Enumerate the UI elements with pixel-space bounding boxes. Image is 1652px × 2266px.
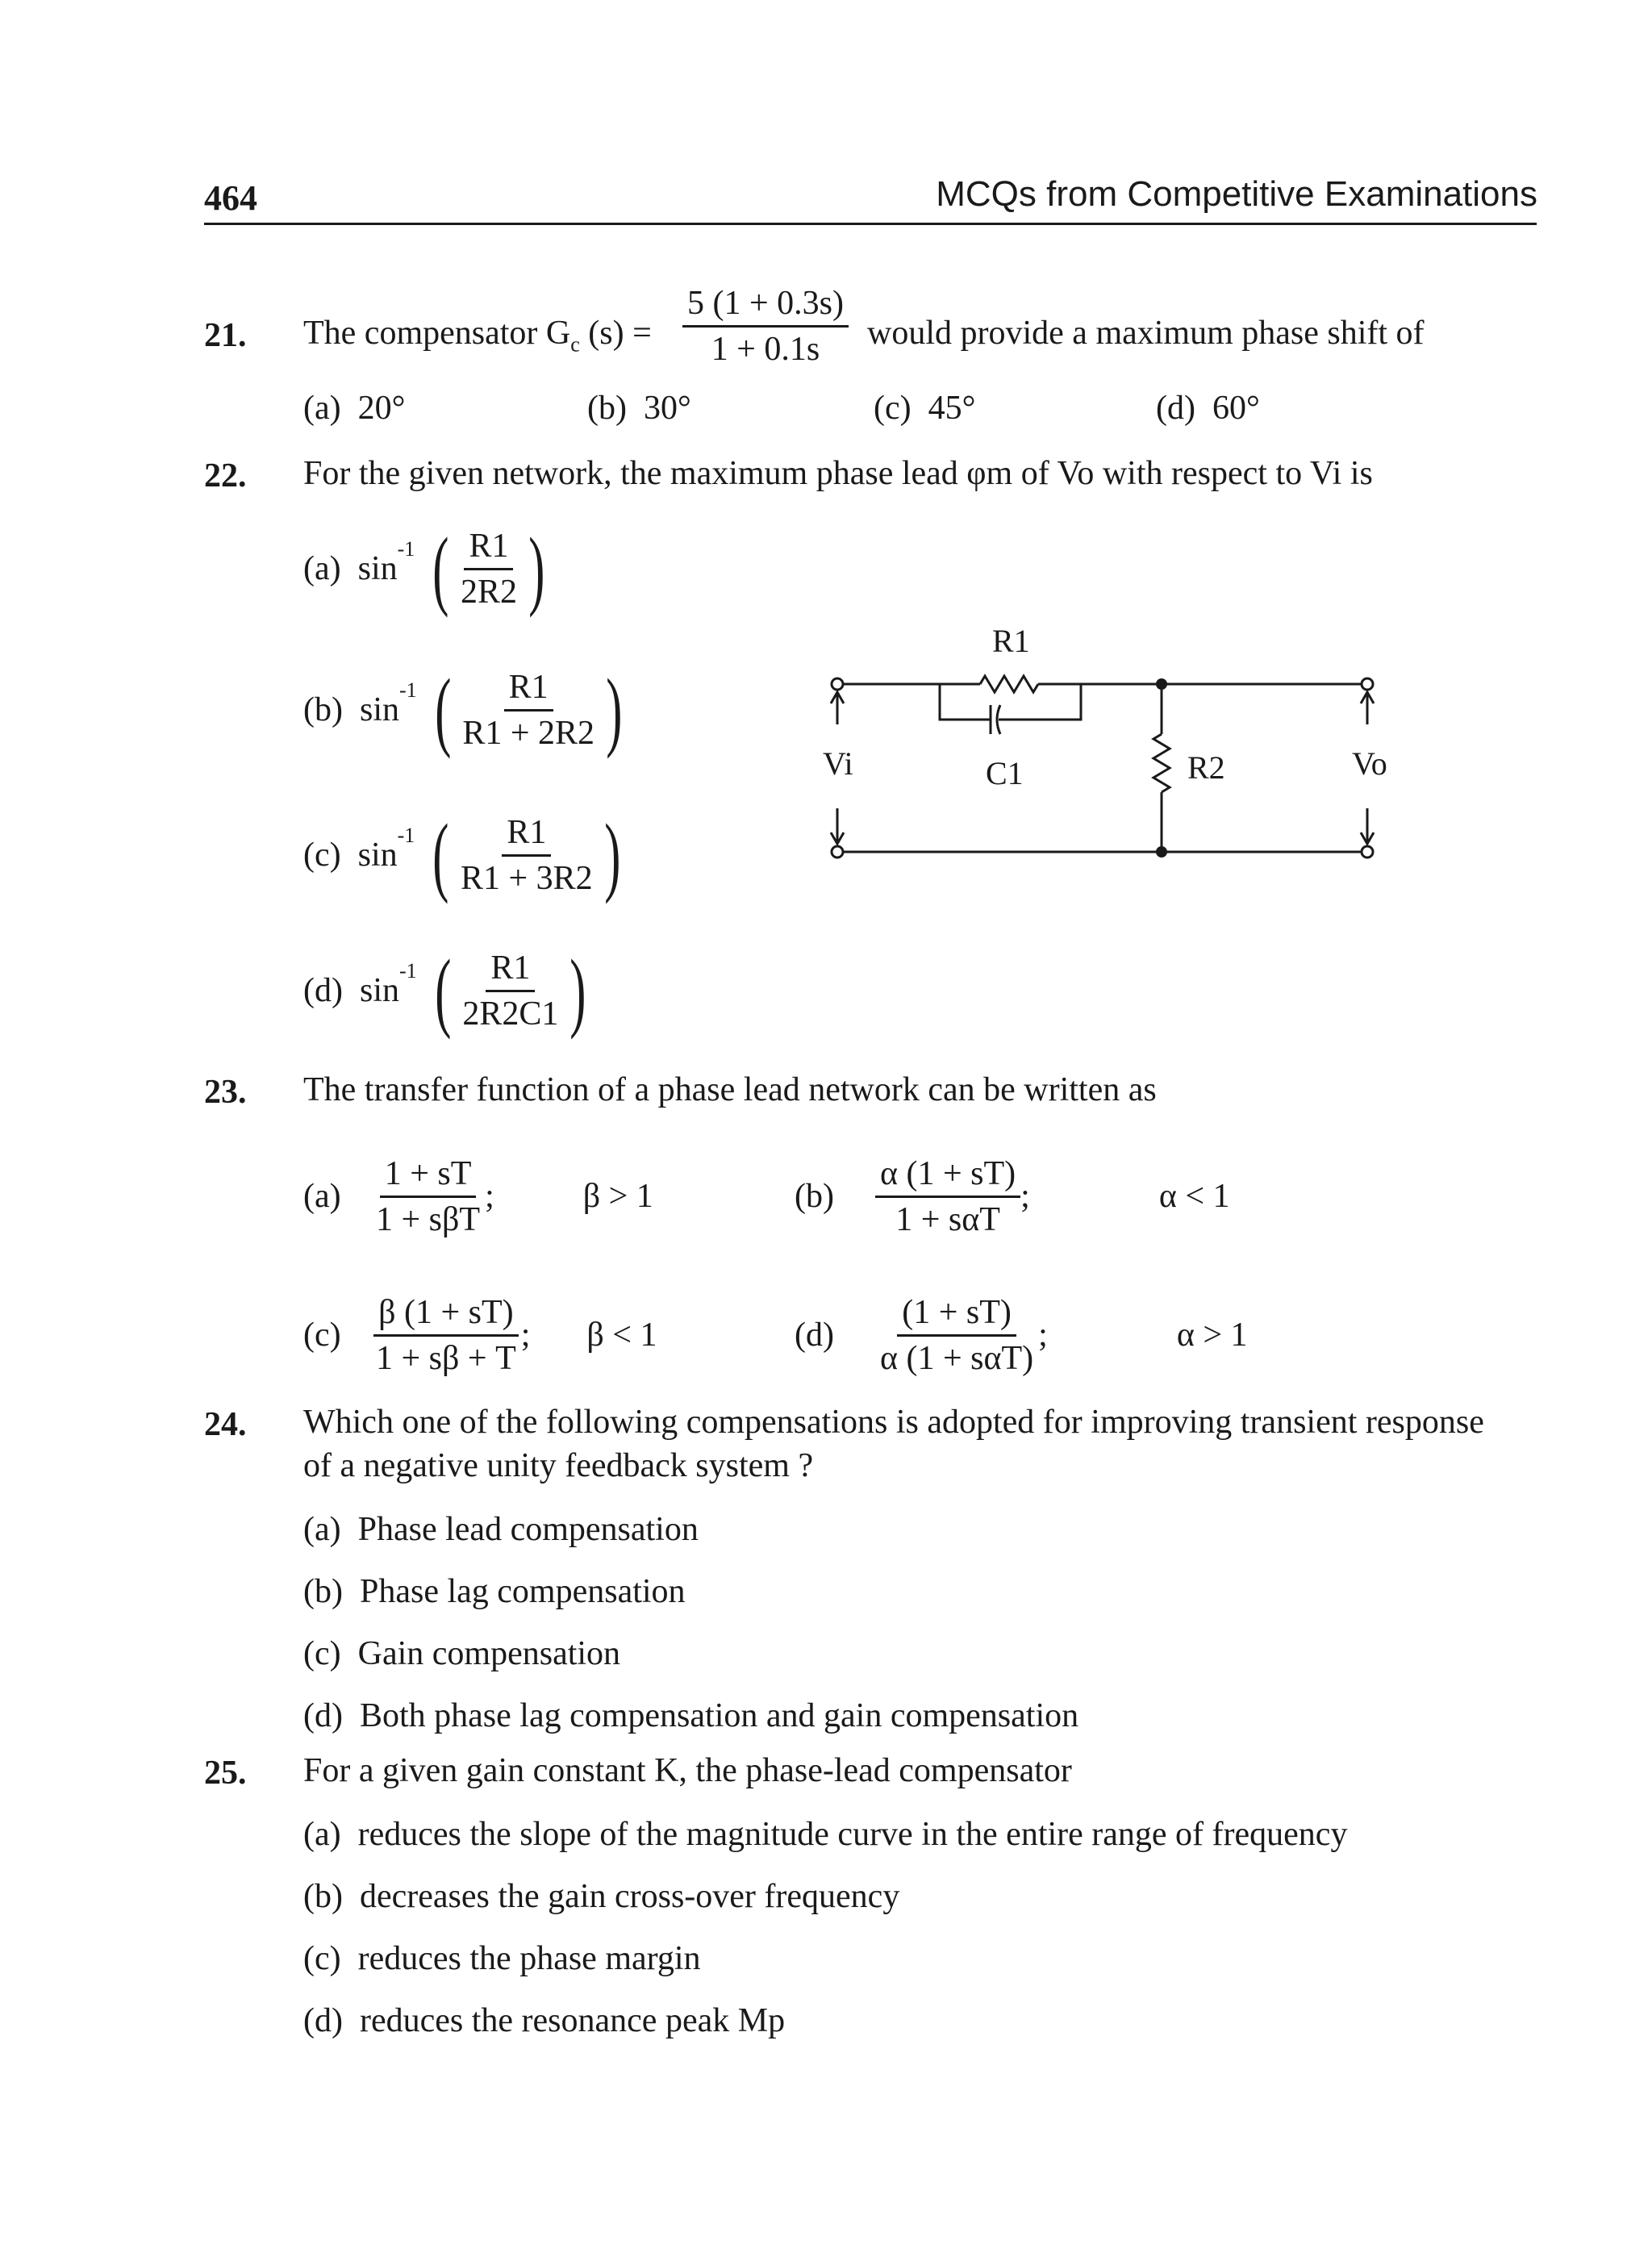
question-24-text-line2: of a negative unity feedback system ?: [303, 1447, 814, 1484]
resistor-r1: [980, 676, 1038, 692]
question-21-fraction: [682, 286, 849, 366]
question-number-24: 24.: [204, 1406, 247, 1443]
input-terminal-bottom: [832, 846, 843, 858]
question-23-text: The transfer function of a phase lead network can be written as: [303, 1071, 1157, 1108]
question-number-23: 23.: [204, 1074, 247, 1111]
q22-option-c: (c) sin $^{-1}$ ( $\frac{R1}{R1 + 3R2}$ ): [303, 806, 621, 904]
header-rule: [204, 223, 1537, 225]
label-r1: R1: [992, 623, 1030, 659]
question-number-21: 21.: [204, 317, 247, 354]
input-terminal-top: [832, 678, 843, 690]
running-title: MCQs from Competitive Examinations: [936, 174, 1537, 214]
fraction-numerator: 5 (1 + 0.3s): [682, 286, 849, 328]
fraction-numerator: R1: [502, 816, 551, 857]
q23-option-d: (d) $\frac{(1 + sT)}{\text{α (1 + sαT)}}$ ; α > 1: [795, 1293, 1248, 1377]
fraction-numerator: R1: [464, 529, 513, 570]
fraction-denominator: α (1 + sαT): [880, 1339, 1034, 1377]
q25-option-a: (a) reduces the slope of the magnitude curve in the entire range of frequency: [303, 1816, 1348, 1853]
q23-option-b: (b) $\frac{\alpha (1 + sT)}{\text{1 + sαT}}$ ; α < 1: [795, 1154, 1230, 1238]
fraction-denominator: 1 + sβ + T: [376, 1339, 516, 1377]
fraction-denominator: 1 + 0.1s: [711, 331, 820, 368]
fraction-denominator: R1 + 3R2: [460, 859, 593, 897]
question-number-25: 25.: [204, 1755, 247, 1792]
page-number: 464: [204, 178, 257, 218]
label-vo: Vo: [1352, 745, 1387, 782]
fraction-numerator: 1 + sT: [380, 1157, 477, 1198]
q24-option-b: (b) Phase lag compensation: [303, 1573, 686, 1610]
q24-option-c: (c) Gain compensation: [303, 1635, 621, 1672]
lead-network-circuit: [807, 613, 1420, 887]
junction-node-bottom: [1156, 846, 1167, 858]
q21-option-d: (d) 60°: [1156, 390, 1260, 427]
label-vi: Vi: [823, 745, 853, 782]
fraction-denominator: 2R2: [460, 573, 517, 611]
question-25-text: For a given gain constant K, the phase-lead compensator: [303, 1752, 1072, 1789]
question-22-text: For the given network, the maximum phase lead φm of Vo with respect to Vi is: [303, 455, 1373, 492]
fraction-denominator: 1 + sβT: [376, 1200, 481, 1238]
question-21-text-end: would provide a maximum phase shift of: [867, 315, 1425, 352]
q24-option-a: (a) Phase lead compensation: [303, 1511, 699, 1548]
q22-option-a: (a) sin $^{-1}$ ( $\frac{R1}{2R2}$ ): [303, 520, 545, 618]
question-number-22: 22.: [204, 457, 247, 495]
q21-option-a: (a) 20°: [303, 390, 406, 427]
label-c1: C1: [986, 755, 1024, 791]
fraction-denominator: 1 + sαT: [895, 1200, 1000, 1238]
q21-option-b: (b) 30°: [587, 390, 691, 427]
fraction-numerator: α (1 + sT): [875, 1157, 1020, 1198]
q25-option-b: (b) decreases the gain cross-over frequency: [303, 1878, 900, 1915]
fraction-denominator: R1 + 2R2: [462, 714, 595, 752]
output-terminal-bottom: [1362, 846, 1373, 858]
question-21-text-start: The compensator $G_c$ (s) =: [303, 315, 652, 357]
fraction-numerator: R1: [504, 670, 553, 712]
fraction-numerator: (1 + sT): [897, 1296, 1016, 1337]
q22-option-b: (b) sin $^{-1}$ ( $\frac{R1}{R1 + 2R2}$ ): [303, 661, 623, 759]
q25-option-d: (d) reduces the resonance peak Mp: [303, 2002, 786, 2039]
question-24-text-line1: Which one of the following compensations is adopted for improving transient response: [303, 1404, 1484, 1441]
q21-option-c: (c) 45°: [874, 390, 976, 427]
q25-option-c: (c) reduces the phase margin: [303, 1940, 701, 1977]
fraction-numerator: β (1 + sT): [373, 1296, 519, 1337]
junction-node-top: [1156, 678, 1167, 690]
output-terminal-top: [1362, 678, 1373, 690]
q24-option-d: (d) Both phase lag compensation and gain compensation: [303, 1697, 1079, 1734]
q23-option-c: (c) $\frac{\beta (1 + sT)}{1 + s\beta + T}$ ; β < 1: [303, 1293, 657, 1377]
fraction-numerator: R1: [486, 951, 535, 992]
fraction-denominator: 2R2C1: [462, 995, 559, 1033]
resistor-r2: [1153, 734, 1170, 792]
label-r2: R2: [1187, 749, 1225, 786]
q23-option-a: (a) $\frac{1 + sT}{\text{1 + sβT}}$ ; β > 1: [303, 1154, 653, 1238]
q22-option-d: (d) sin $^{-1}$ ( $\frac{R1}{2R2C1}$ ): [303, 941, 586, 1040]
